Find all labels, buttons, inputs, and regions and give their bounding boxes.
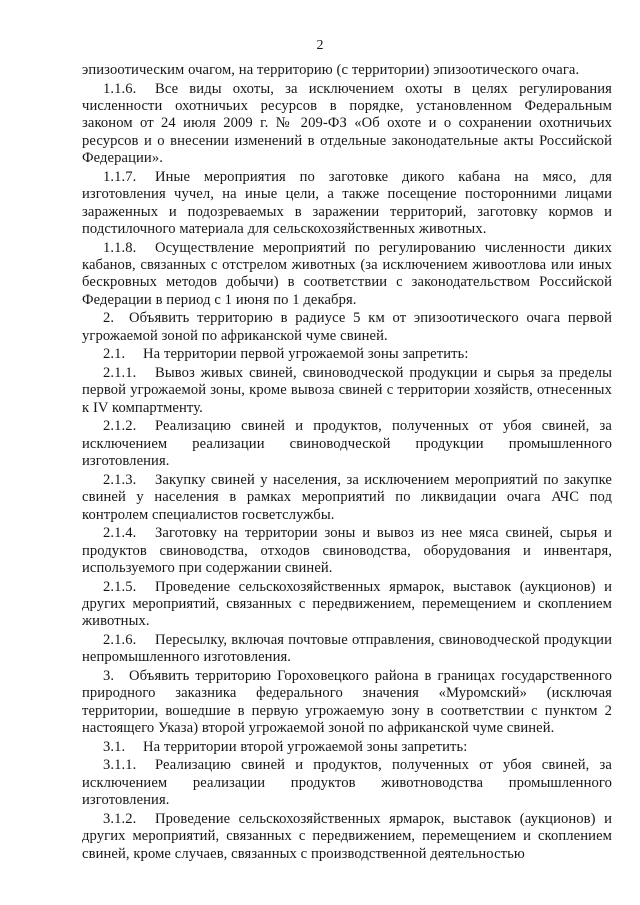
clause-number: 1.1.6. [103, 80, 137, 97]
clause-number: 3.1.1. [103, 757, 137, 774]
paragraph-text: Объявить территорию Гороховецкого района в границах государственного природного заказника федерального значения «Муромский» (исключая территории, вошедшие в первую угрожаемую зону в соответствии с пунктом 2 настоящего Указа) второй угрожаемой зоной по африканской чуме свиней. [82, 668, 612, 737]
paragraph-text: Пересылку, включая почтовые отправления, свиноводческой продукции непромышленного изготовления. [82, 632, 612, 666]
paragraph-text: Реализацию свиней и продуктов, полученных от убоя свиней, за исключением реализации продуктов животноводства промышленного изготовления. [82, 757, 612, 809]
paragraph-1-1-8 [82, 240, 612, 310]
paragraph-3-1-2 [82, 811, 612, 863]
paragraph-text: Объявить территорию в радиусе 5 км от эпизоотического очага первой угрожаемой зоной по африканской чуме свиней. [82, 310, 612, 344]
paragraph-text: Закупку свиней у населения, за исключением мероприятий по закупке свиней у населения в рамках мероприятий по ликвидации очага АЧС под контролем специалистов госветслужбы. [82, 471, 612, 523]
clause-number: 1.1.7. [103, 168, 137, 185]
paragraph-2-1-6 [82, 632, 612, 667]
clause-number: 2.1.1. [103, 365, 137, 382]
paragraph-text: Заготовку на территории зоны и вывоз из нее мяса свиней, сырья и продуктов свиноводства, отходов свиноводства, оборудования и инвентаря, используемого при содержании свиней. [82, 525, 612, 577]
clause-number: 2.1.3. [103, 471, 137, 488]
paragraph-1-1-7 [82, 169, 612, 239]
paragraph-2-1 [82, 346, 612, 363]
paragraph-2 [82, 310, 612, 345]
clause-number: 2.1.2. [103, 418, 137, 435]
paragraph-text: На территории второй угрожаемой зоны запретить: [143, 738, 468, 755]
clause-number: 2.1.4. [103, 525, 137, 542]
paragraph-2-1-3 [82, 472, 612, 524]
document-body [82, 62, 612, 864]
paragraph-2-1-4 [82, 525, 612, 577]
clause-number: 2. [103, 310, 115, 327]
page-number: 2 [316, 38, 324, 53]
paragraph-text: Все виды охоты, за исключением охоты в целях регулирования численности охотничьих ресурсов в порядке, установленном Федеральным законом от 24 июля 2009 г. № 209-ФЗ «Об охоте и о сохранении охотничьих ресурсов и о внесении изменений в отдельные законодательные акты Российской Федерации». [82, 80, 612, 167]
clause-number: 2.1.5. [103, 578, 137, 595]
paragraph-text: Проведение сельскохозяйственных ярмарок, выставок (аукционов) и других мероприятий, связанных с передвижением, перемещением и скоплением свиней, кроме случаев, связанных с производственной деятельностью [82, 810, 612, 862]
clause-number: 3.1.2. [103, 810, 137, 827]
paragraph-text: Осуществление мероприятий по регулированию численности диких кабанов, связанных с отстрелом животных (за исключением живоотлова или иных бескровных методов добычи) в соответствии с законодательством Российской Федерации в период с 1 июня по 1 декабря. [82, 239, 612, 308]
paragraph-text: Реализацию свиней и продуктов, полученных от убоя свиней, за исключением реализации свиноводческой продукции промышленного изготовления. [82, 418, 612, 470]
clause-number: 3. [103, 668, 115, 685]
paragraph-text: Вывоз живых свиней, свиноводческой продукции и сырья за пределы первой угрожаемой зоны, кроме вывоза свиней с территории хозяйств, отнесенных к IV компартменту. [82, 365, 612, 416]
paragraph-3-1 [82, 739, 612, 756]
paragraph-text: эпизоотическим очагом, на территорию (с территории) эпизоотического очага. [82, 62, 580, 78]
paragraph-2-1-1 [82, 365, 612, 417]
paragraph-text: Проведение сельскохозяйственных ярмарок, выставок (аукционов) и других мероприятий, связанных с передвижением, перемещением и скоплением животных. [82, 578, 612, 630]
paragraph-1-1-6 [82, 81, 612, 168]
clause-number: 2.1. [103, 346, 126, 363]
clause-number: 2.1.6. [103, 632, 137, 649]
paragraph-text: На территории первой угрожаемой зоны запретить: [143, 346, 469, 363]
paragraph-text: Иные мероприятия по заготовке дикого кабана на мясо, для изготовления чучел, на иные цели, а также посещение посторонними лицами зараженных и подозреваемых в заражении территорий, заготовку кормов и подстилочного материала для сельскохозяйственных животных. [82, 168, 612, 238]
paragraph-continuation [82, 62, 612, 79]
paragraph-3-1-1 [82, 757, 612, 809]
paragraph-2-1-5 [82, 579, 612, 631]
clause-number: 3.1. [103, 738, 126, 755]
paragraph-3 [82, 668, 612, 738]
paragraph-2-1-2 [82, 418, 612, 470]
clause-number: 1.1.8. [103, 239, 137, 256]
